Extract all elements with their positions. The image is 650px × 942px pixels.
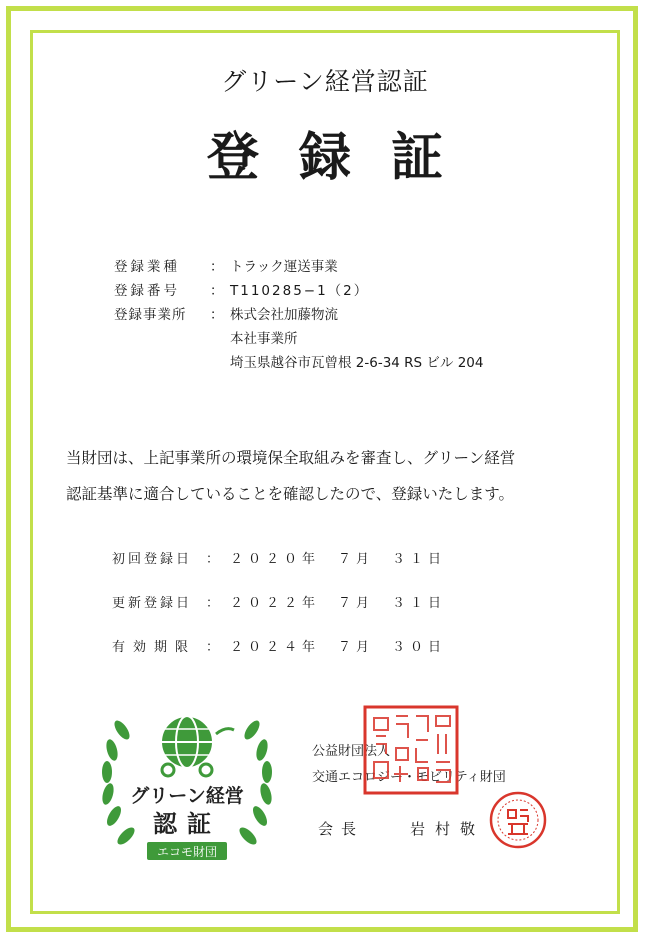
date-separator: ：	[206, 596, 220, 611]
info-label: 登録事業所	[114, 307, 187, 323]
issuer-org-name: 交通エコロジー・モビリティ財団	[312, 770, 506, 785]
certificate-title: グリーン経営認証	[221, 67, 429, 96]
date-value: ２０２２年 ７月 ３１日	[230, 596, 447, 611]
president-title: 会長	[318, 820, 365, 838]
date-separator: ：	[206, 640, 220, 655]
organization-seal-icon	[362, 704, 460, 796]
info-label: 登録業種	[114, 259, 180, 275]
info-separator: ：	[210, 259, 224, 275]
date-separator: ：	[206, 552, 220, 567]
office-company: 株式会社加藤物流	[230, 307, 338, 323]
info-separator: ：	[210, 307, 224, 323]
statement-line: 当財団は、上記事業所の環境保全取組みを審査し、グリーン経営	[66, 449, 516, 467]
certificate-heading: 登録証	[206, 128, 483, 188]
issuer-org-type: 公益財団法人	[312, 744, 391, 759]
date-value: ２０２０年 ７月 ３１日	[230, 552, 447, 567]
info-separator: ：	[210, 283, 224, 299]
president-name: 岩村敬	[410, 820, 486, 838]
certification-statement	[66, 440, 606, 512]
date-label: 有効期限	[112, 640, 197, 655]
date-value: ２０２４年 ７月 ３０日	[230, 640, 447, 655]
globe-icon	[161, 716, 234, 776]
office-address: 埼玉県越谷市瓦曾根 2-6-34 RS ビル 204	[230, 355, 484, 371]
logo-text: グリーン経営	[130, 785, 244, 807]
info-value: トラック運送事業	[230, 259, 338, 275]
info-value: T110285−1（2）	[230, 283, 370, 299]
green-management-logo	[92, 690, 282, 880]
office-branch: 本社事業所	[230, 331, 298, 347]
president-seal-icon	[488, 790, 548, 850]
date-label: 更新登録日	[112, 596, 193, 611]
logo-footer: エコモ財団	[156, 845, 218, 859]
date-label: 初回登録日	[112, 552, 193, 567]
statement-line: 認証基準に適合していることを確認したので、登録いたします。	[66, 485, 514, 503]
logo-text: 認証	[153, 810, 221, 838]
info-label: 登録番号	[114, 283, 180, 299]
